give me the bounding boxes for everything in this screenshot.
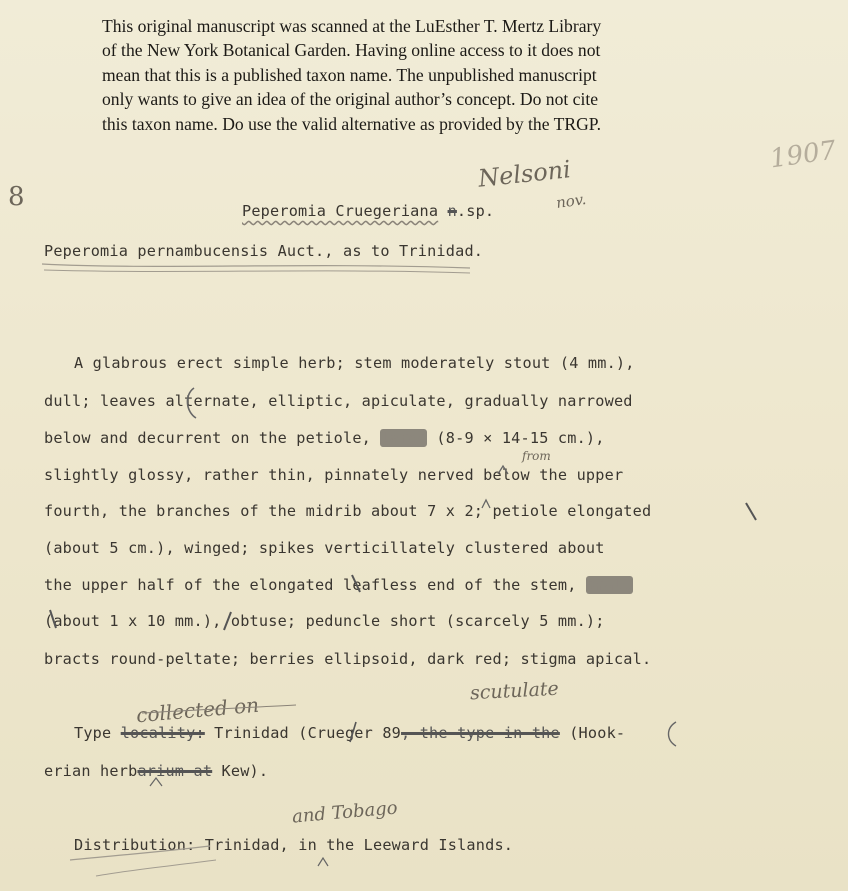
insert-caret [482,500,490,508]
distribution-underline [96,860,216,876]
disclaimer-line: this taxon name. Do use the valid alternative as provided by the TRGP. [102,113,602,134]
description-text: dull; leaves [44,392,166,410]
from-annotation: from [522,449,551,463]
disclaimer-line: mean that this is a published taxon name. The unpublished manuscript [102,64,597,85]
nov-annotation: nov. [554,189,588,213]
collected-underline [142,705,296,713]
slash-mark [352,575,360,592]
slash-mark [224,612,231,630]
synonym-line: Peperomia pernambucensis Auct., as to Trinidad. [44,242,484,260]
insert-caret [318,858,328,866]
insert-caret [498,466,508,474]
description-line: fourth, the branches of the midrib about 7 x 2; petiole elongated [44,502,652,520]
type-text: erian herb [44,762,138,780]
scutulate-annotation: scutulate [469,677,560,705]
distribution-label: Distribution: [74,836,196,854]
description-line: slightly glossy, rather thin, pinnately nerved below the upper [44,466,624,484]
herb-caret [150,778,162,786]
disclaimer-line: of the New York Botanical Garden. Having online access to it does not [102,40,601,61]
type-text: Kew). [212,762,269,780]
struck-n: n [447,202,457,220]
synonym-underline [42,264,470,268]
description-text: alternate, elliptic, apiculate, gradually narrowed [165,392,633,410]
synonym-underline [44,270,470,273]
collected-annotation: collected on [135,692,260,728]
struck-arium: arium at [137,762,213,780]
tobago-annotation: and Tobago [291,797,399,828]
disclaimer-line: only wants to give an idea of the original author’s concept. Do not cite [102,89,599,110]
species-sp: .sp. [456,202,495,220]
bracket-mark [669,722,677,746]
description-text: below and decurrent on the petiole, [44,429,381,447]
description-line: (about 5 cm.), winged; spikes verticillately clustered about [44,539,605,557]
description-line: A glabrous erect simple herb; stem moderately stout (4 mm.), [74,354,635,372]
description-line: (about 1 x 10 mm.), obtuse; peduncle short (scarcely 5 mm.); [44,612,605,630]
slash-mark [746,503,756,520]
type-text: Trinidad (Crueger 89 [204,724,402,742]
slash-mark [350,722,356,742]
species-name: Peperomia Cruegeriana [242,202,439,220]
disclaimer-line: This original manuscript was scanned at the LuEsther T. Mertz Library [102,16,602,36]
type-label: Type [74,724,121,742]
description-line: bracts round-peltate; berries ellipsoid, dark red; stigma apical. [44,650,652,668]
leaf-bracket [187,388,196,418]
distribution-underline [70,846,210,860]
margin-number: 8 [8,182,25,212]
title-annotation: Nelsoni [476,155,572,193]
description-text: (8-9 × 14-15 cm.), [427,429,614,447]
struck-large: large [380,429,428,447]
description-text: the upper half of the elongated leafless end of the stem, [44,576,586,594]
struck-the-type: , the type in the [401,724,560,742]
struck-locality: locality: [120,724,205,742]
distribution-value: Trinidad, in the Leeward Islands. [195,836,514,854]
struck-small: small [585,576,633,594]
corner-year: 1907 [768,135,838,175]
type-text: (Hook- [559,724,626,742]
slash-mark [50,610,56,628]
